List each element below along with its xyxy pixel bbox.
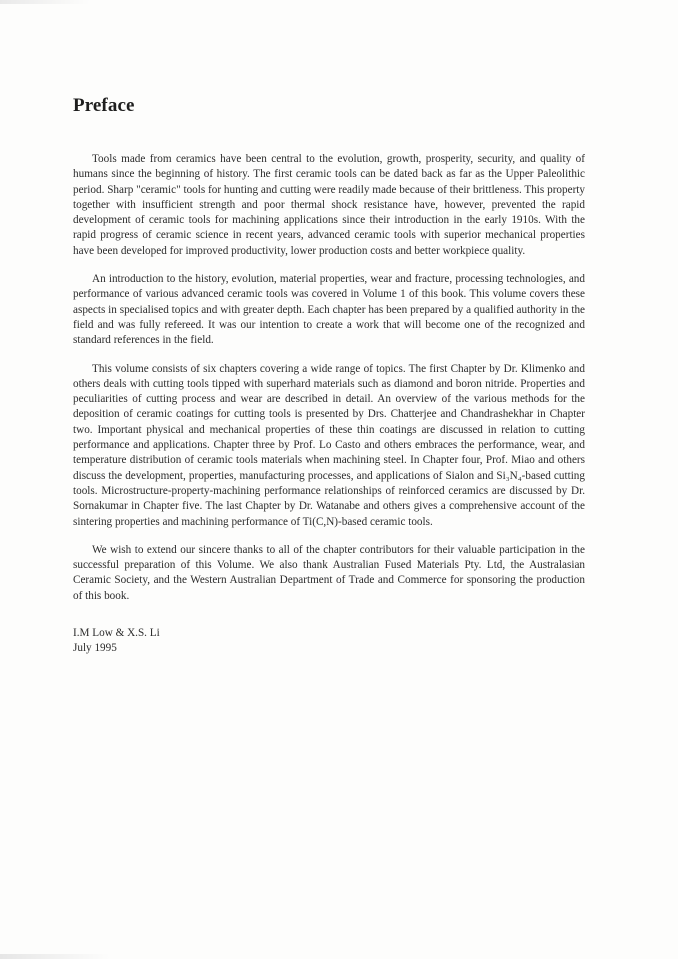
paragraph-1: Tools made from ceramics have been central to the evolution, growth, prosperity, security, and quality of humans since the beginning of history. The first ceramic tools can be dated back as far as the Upper Paleolithic period. Sharp "ceramic" tools for hunting and cutting were readily made because of their brittleness. This property together with insufficient strength and poor thermal shock resistance have, however, prevented the rapid development of ceramic tools for machining applications since their introduction in the early 1910s. With the rapid progress of ceramic science in recent years, advanced ceramic tools with superior mechanical properties have been developed for improved productivity, lower production costs and better workpiece quality. [73, 153, 585, 257]
signature-date: July 1995 [73, 642, 117, 655]
preface-body [73, 152, 585, 657]
scan-edge-shadow-bottom [0, 954, 110, 959]
signature-authors: I.M Low & X.S. Li [73, 627, 160, 640]
paragraph-3: This volume consists of six chapters covering a wide range of topics. The first Chapter by Dr. Klimenko and others deals with cutting tools tipped with superhard materials such as diamond and boron nitride. Properties and peculiarities of cutting process and wear are described in detail. An overview of the various methods for the deposition of ceramic coatings for cutting tools is presented by Drs. Chatterjee and Chandrashekhar in Chapter two. Important physical and mechanical properties of these thin coatings are discussed in relation to cutting performance and applications. Chapter three by Prof. Lo Casto and others embraces the performance, wear, and temperature distribution of ceramic tools materials when machining steel. In Chapter four, Prof. Miao and others discuss the development, properties, manufacturing processes, and applications of Sialon and Si₃N₄-based cutting tools. Microstructure-property-machining performance relationships of reinforced ceramics are discussed by Dr. Sornakumar in Chapter five. The last Chapter by Dr. Watanabe and others gives a comprehensive account of the sintering properties and machining performance of Ti(C,N)-based ceramic tools. [73, 362, 585, 528]
signature-block [73, 626, 585, 657]
paragraph-2: An introduction to the history, evolution, material properties, wear and fracture, processing technologies, and performance of various advanced ceramic tools was covered in Volume 1 of this book. This volume covers these aspects in specialised topics and with greater depth. Each chapter has been prepared by a qualified authority in the field and was fully refereed. It was our intention to create a work that will become one of the recognized and standard references in the field. [73, 273, 585, 347]
scan-edge-shadow-top [0, 0, 90, 4]
page-title: Preface [73, 95, 135, 116]
paragraph-4: We wish to extend our sincere thanks to all of the chapter contributors for their valuable participation in the successful preparation of this Volume. We also thank Australian Fused Materials Pty. Ltd, the Australasian Ceramic Society, and the Western Australian Department of Trade and Commerce for sponsoring the production of this book. [73, 543, 585, 602]
